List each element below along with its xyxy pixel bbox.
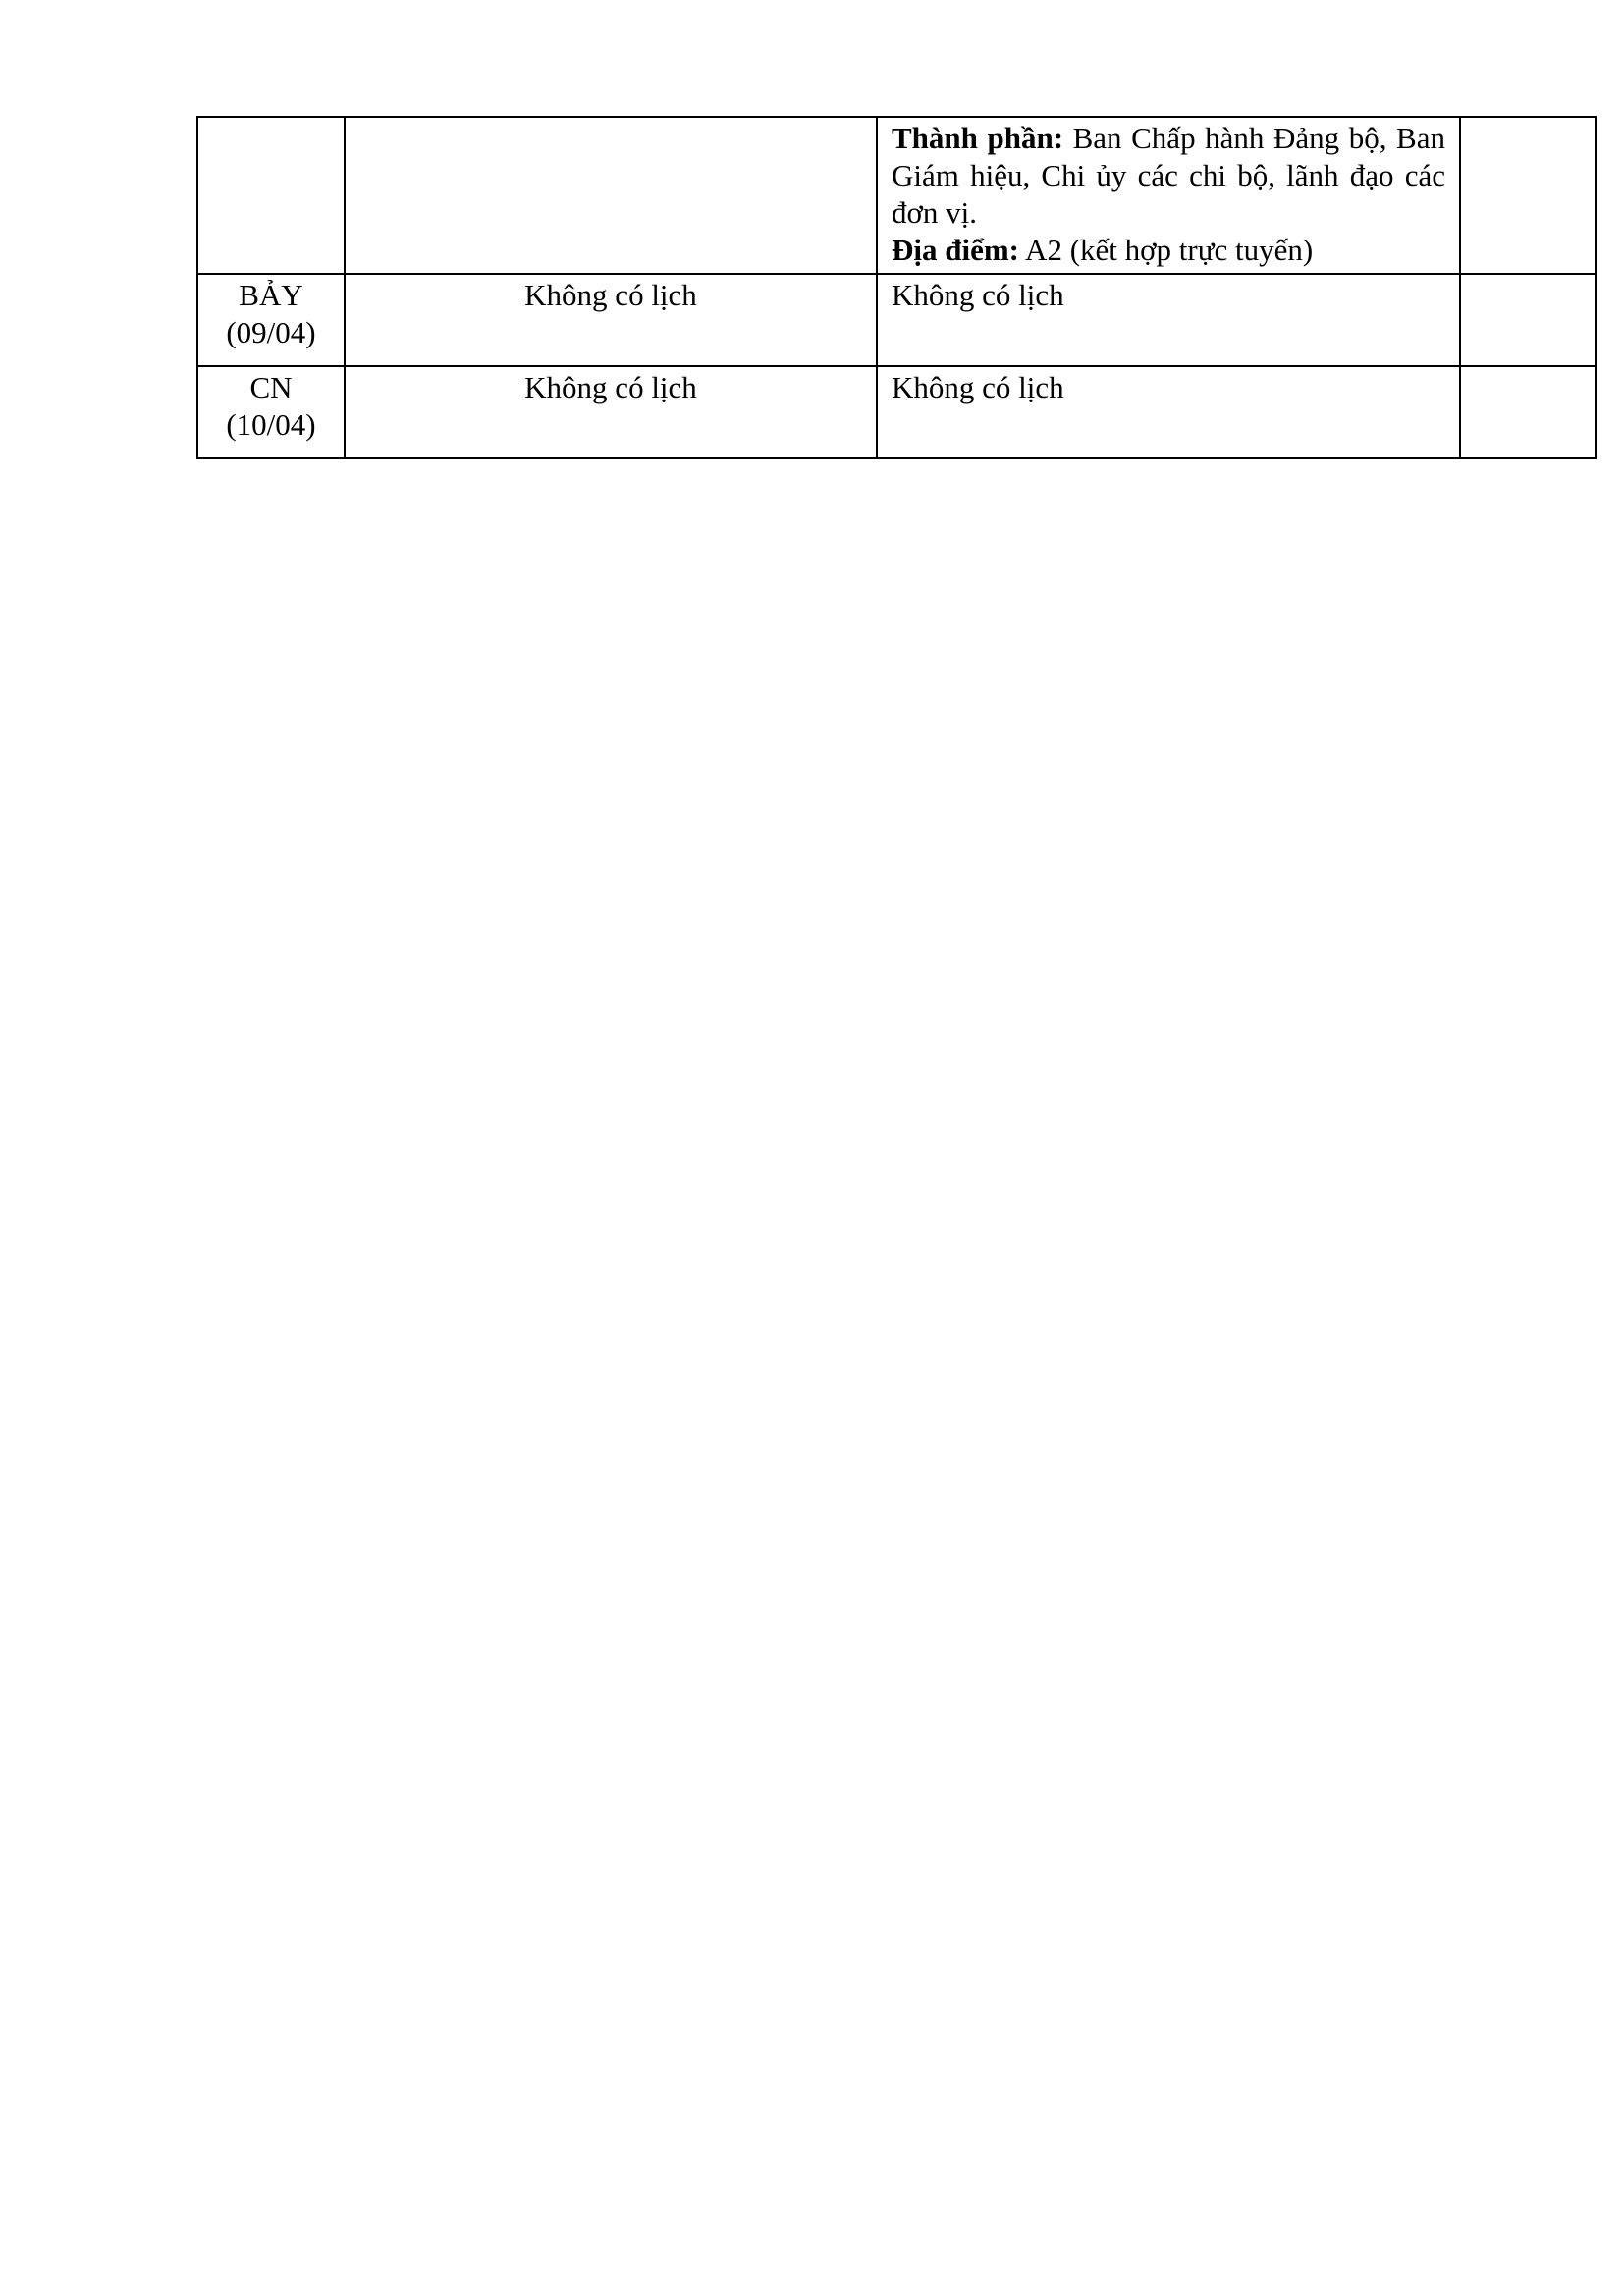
afternoon-cell-meeting (877, 117, 1460, 274)
table-row-continuation (197, 117, 1596, 274)
day-name: BẢY (239, 278, 303, 312)
participants-text: Ban Chấp hành Đảng bộ, Ban Giám hiệu, Chi ủy các chi bộ, lãnh đạo các đơn vị. (892, 121, 1445, 230)
day-cell (197, 366, 345, 458)
morning-cell: Không có lịch (345, 274, 877, 366)
note-cell (1460, 274, 1596, 366)
afternoon-cell: Không có lịch (877, 366, 1460, 458)
location-text: A2 (kết hợp trực tuyến) (1019, 233, 1314, 267)
day-date: (10/04) (226, 407, 316, 442)
day-name: CN (249, 370, 293, 404)
schedule-table (196, 116, 1597, 459)
afternoon-cell: Không có lịch (877, 274, 1460, 366)
morning-cell-empty (345, 117, 877, 274)
note-cell (1460, 366, 1596, 458)
location-line (892, 232, 1445, 269)
note-cell-empty (1460, 117, 1596, 274)
day-cell (197, 274, 345, 366)
day-date: (09/04) (226, 315, 316, 349)
morning-cell: Không có lịch (345, 366, 877, 458)
table-row (197, 366, 1596, 458)
participants-label: Thành phần: (892, 121, 1064, 155)
table-row (197, 274, 1596, 366)
participants-line (892, 120, 1445, 232)
day-cell-empty (197, 117, 345, 274)
location-label: Địa điểm: (892, 233, 1020, 267)
